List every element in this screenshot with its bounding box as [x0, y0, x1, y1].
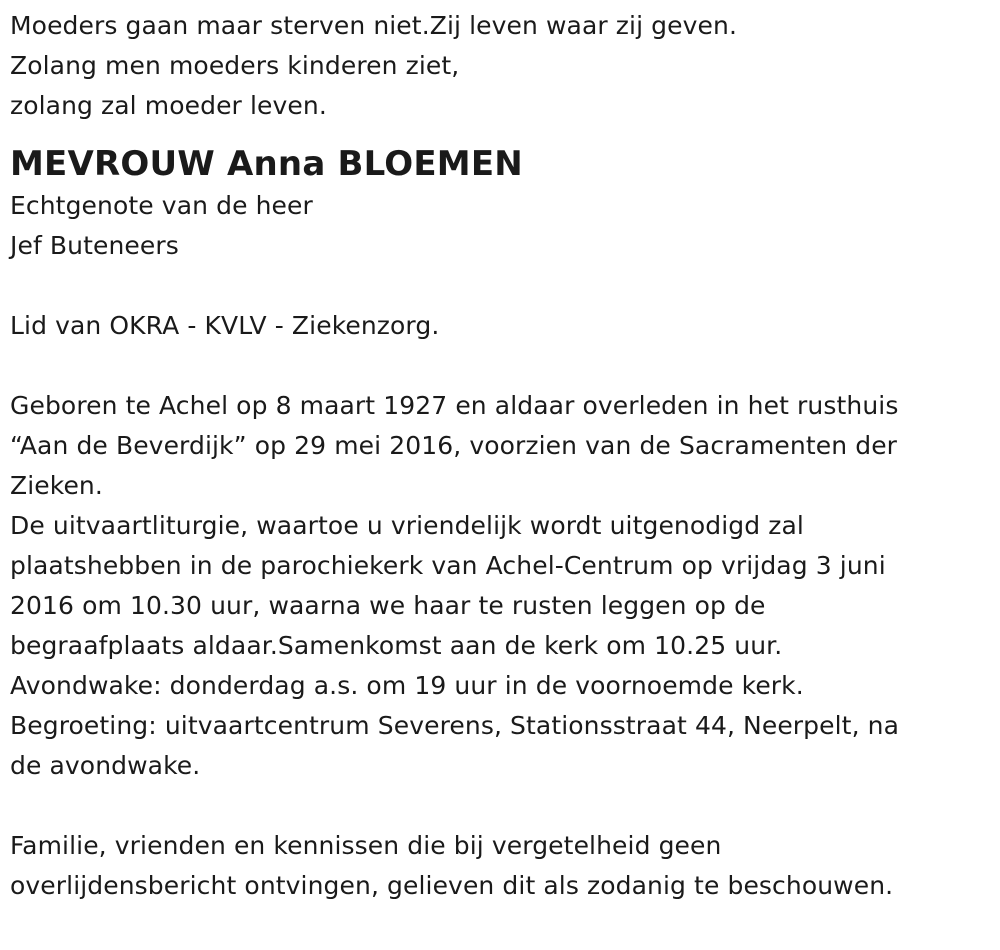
- details-line: begraafplaats aldaar.Samenkomst aan de kerk om 10.25 uur.: [10, 631, 783, 660]
- closing-line: overlijdensbericht ontvingen, gelieven dit als zodanig te beschouwen.: [10, 871, 894, 900]
- details-line: Zieken.: [10, 471, 103, 500]
- poem: [10, 6, 990, 126]
- details-line: plaatshebben in de parochiekerk van Achel-Centrum op vrijdag 3 juni: [10, 551, 886, 580]
- spacer: [10, 786, 990, 826]
- spouse-line: Jef Buteneers: [10, 231, 179, 260]
- details-line: 2016 om 10.30 uur, waarna we haar te rusten leggen op de: [10, 591, 766, 620]
- membership: Lid van OKRA - KVLV - Ziekenzorg.: [10, 311, 440, 340]
- poem-line: zolang zal moeder leven.: [10, 91, 327, 120]
- details-paragraph: [10, 386, 990, 786]
- closing-line: Familie, vrienden en kennissen die bij vergetelheid geen: [10, 831, 722, 860]
- spouse-line: Echtgenote van de heer: [10, 191, 313, 220]
- closing-paragraph: [10, 826, 990, 906]
- deceased-name: MEVROUW Anna BLOEMEN: [10, 144, 523, 184]
- obituary-notice: [10, 6, 990, 906]
- details-line: Geboren te Achel op 8 maart 1927 en aldaar overleden in het rusthuis: [10, 391, 899, 420]
- spacer: [10, 266, 990, 306]
- details-line: “Aan de Beverdijk” op 29 mei 2016, voorzien van de Sacramenten der: [10, 431, 898, 460]
- poem-line: Zolang men moeders kinderen ziet,: [10, 51, 460, 80]
- details-line: Begroeting: uitvaartcentrum Severens, Stationsstraat 44, Neerpelt, na: [10, 711, 900, 740]
- poem-line: Moeders gaan maar sterven niet.Zij leven waar zij geven.: [10, 11, 737, 40]
- details-line: Avondwake: donderdag a.s. om 19 uur in de voornoemde kerk.: [10, 671, 804, 700]
- spouse-info: [10, 186, 990, 266]
- spacer: [10, 346, 990, 386]
- details-line: de avondwake.: [10, 751, 201, 780]
- details-line: De uitvaartliturgie, waartoe u vriendelijk wordt uitgenodigd zal: [10, 511, 804, 540]
